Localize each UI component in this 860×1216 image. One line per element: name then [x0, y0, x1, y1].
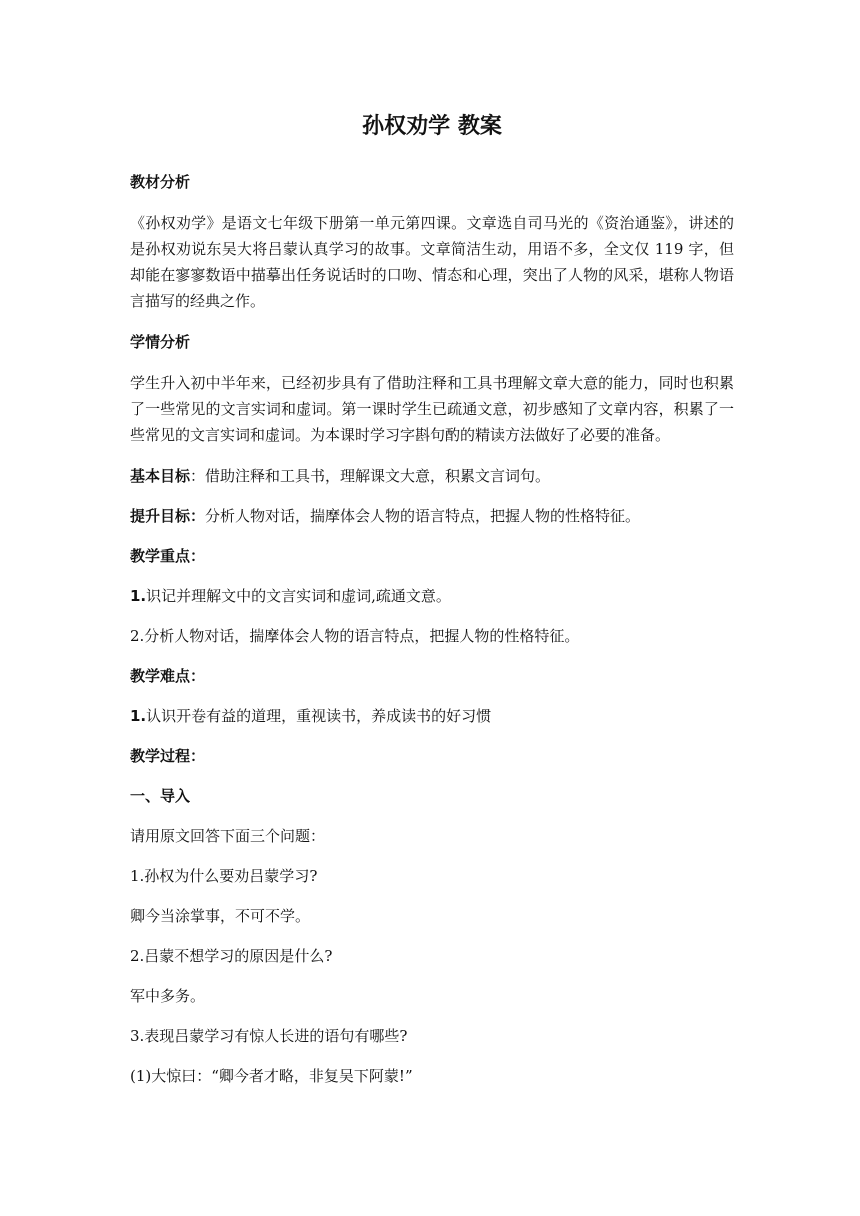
advanced-goal: [130, 504, 734, 528]
process-heading: 教学过程：: [130, 747, 206, 765]
key-point-2: 2.分析人物对话，揣摩体会人物的语言特点，把握人物的性格特征。: [130, 627, 580, 645]
key-point-1-number: 1.: [130, 587, 147, 605]
answer-3-1: (1)大惊曰：“卿今者才略，非复吴下阿蒙!”: [130, 1067, 413, 1085]
intro-heading: 一、导入: [130, 787, 191, 805]
key-point-1: [130, 584, 734, 608]
basic-goal-text: ：借助注释和工具书，理解课文大意，积累文言词句。: [190, 467, 551, 485]
difficulty-1-number: 1.: [130, 707, 147, 725]
material-analysis-heading: 教材分析: [130, 173, 191, 191]
answer-2: 军中多务。: [130, 987, 206, 1005]
document-title: 孙权劝学 教案: [362, 114, 502, 139]
basic-goal-label: 基本目标: [130, 467, 191, 485]
key-points-heading: 教学重点：: [130, 547, 206, 565]
advanced-goal-text: 分析人物对话，揣摩体会人物的语言特点，把握人物的性格特征。: [205, 507, 641, 525]
student-analysis-heading: 学情分析: [130, 333, 191, 351]
difficulties-heading: 教学难点：: [130, 667, 206, 685]
material-analysis-paragraph: 《孙权劝学》是语文七年级下册第一单元第四课。文章选自司马光的《资治通鉴》，讲述的是孙权劝说东吴大将吕蒙认真学习的故事。文章简洁生动，用语不多，全文仅 119 字，但却能在寥寥数语中描摹出任务说话时的口吻、情态和心理，突出了人物的风采，堪称人物语言描写的经典之作。: [130, 214, 734, 310]
question-1: 1.孙权为什么要劝吕蒙学习?: [130, 867, 318, 885]
key-point-1-text: 识记并理解文中的文言实词和虚词,疏通文意。: [146, 587, 451, 605]
advanced-goal-label: 提升目标：: [130, 507, 206, 525]
basic-goal: [130, 464, 734, 488]
difficulty-1-text: 认识开卷有益的道理，重视读书，养成读书的好习惯: [146, 707, 492, 725]
question-2: 2.吕蒙不想学习的原因是什么?: [130, 947, 333, 965]
difficulty-1: [130, 704, 734, 728]
question-3: 3.表现吕蒙学习有惊人长进的语句有哪些?: [130, 1027, 408, 1045]
intro-prompt: 请用原文回答下面三个问题：: [130, 827, 326, 845]
student-analysis-paragraph: 学生升入初中半年来，已经初步具有了借助注释和工具书理解文章大意的能力，同时也积累了一些常见的文言实词和虚词。第一课时学生已疏通文意，初步感知了文章内容，积累了一些常见的文言实词和虚词。为本课时学习字斟句酌的精读方法做好了必要的准备。: [130, 374, 734, 444]
document-content: [130, 112, 734, 1104]
answer-1: 卿今当涂掌事，不可不学。: [130, 907, 311, 925]
